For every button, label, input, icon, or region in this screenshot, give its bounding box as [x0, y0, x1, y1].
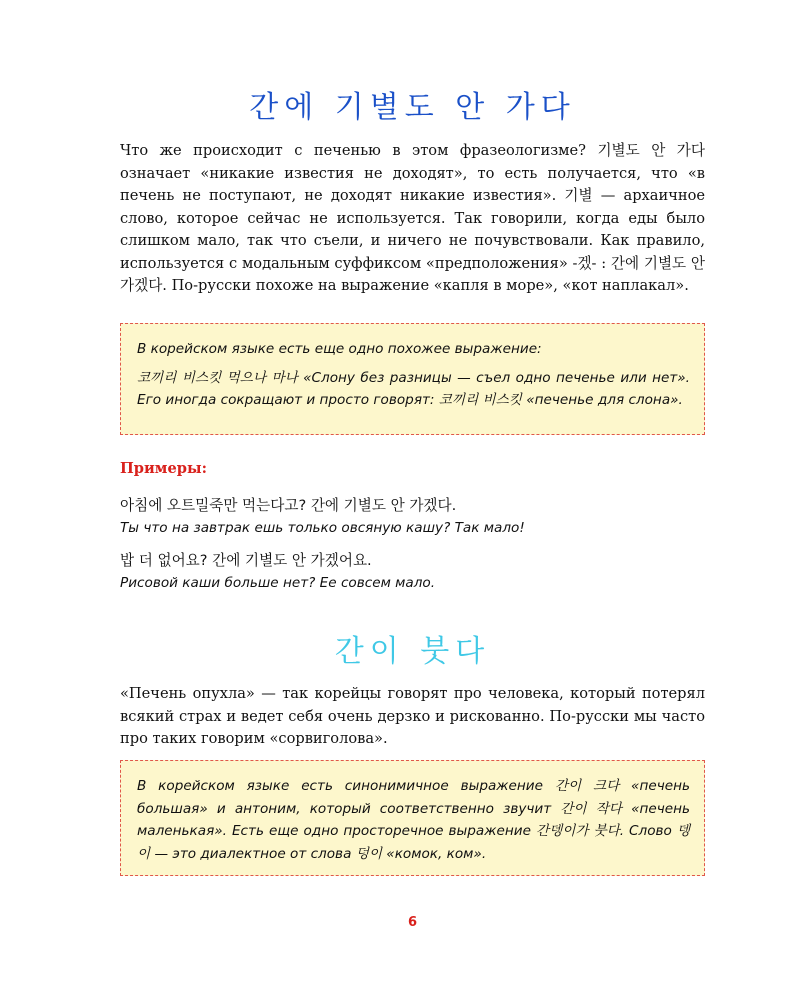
section-title-liver-news: 간에 기별도 안 가다 — [249, 90, 576, 125]
page-number: 6 — [407, 915, 418, 930]
example-russian: Ты что на завтрак ешь только овсяную кашу? Так мало! — [120, 520, 525, 536]
example-item — [120, 550, 705, 594]
section1-note-box — [120, 323, 705, 435]
section2-paragraph: «Печень опухла» — так корейцы говорят про человека, который потерял всякий страх и ведет себя очень дерзко и рискованно. По-русски мы часто про таких говорим «сорвиголова». — [120, 685, 705, 747]
note2-body: В корейском языке есть синонимичное выражение 간이 크다 «печень большая» и антоним, который соответственно звучит 간이 작다 «печень маленькая». Есть еще одно просторечное выражение 간뎅이가 붓다. Слово 뎅이 — это диалектное от слова 덩이 «комок, ком». — [137, 778, 690, 862]
example-korean: 밥 더 없어요? 간에 기별도 안 가겠어요. — [120, 552, 372, 569]
section1-paragraph: Что же происходит с печенью в этом фразеологизме? 기별도 안 가다 означает «никакие известия не доходят», то есть получается, что «в печень не поступают, не доходят никакие известия». 기별 — архаичное слово, которое сейчас не используется. Так говорили, когда еды было слишком мало, так что съели, и ничего не почувствовали. Как правило, используется с модальным суффиксом «предположения» -겠- : 간에 기별도 안 가겠다. По-русски похоже на выражение «капля в море», «кот наплакал». — [120, 142, 705, 294]
section2-note-box — [120, 760, 705, 876]
example-russian: Рисовой каши больше нет? Ее совсем мало. — [120, 575, 436, 591]
examples-heading: Примеры: — [120, 460, 207, 477]
section-title-liver-swells: 간이 붓다 — [334, 634, 491, 669]
example-korean: 아침에 오트밀죽만 먹는다고? 간에 기별도 안 가겠다. — [120, 497, 457, 514]
note1-intro: В корейском языке есть еще одно похожее выражение: — [137, 341, 542, 357]
note1-body: 코끼리 비스킷 먹으나 마나 «Слону без разницы — съел одно печенье или нет». Его иногда сокращают и просто говорят: 코끼리 비스킷 «печенье для слона». — [137, 369, 690, 408]
example-item — [120, 495, 705, 539]
